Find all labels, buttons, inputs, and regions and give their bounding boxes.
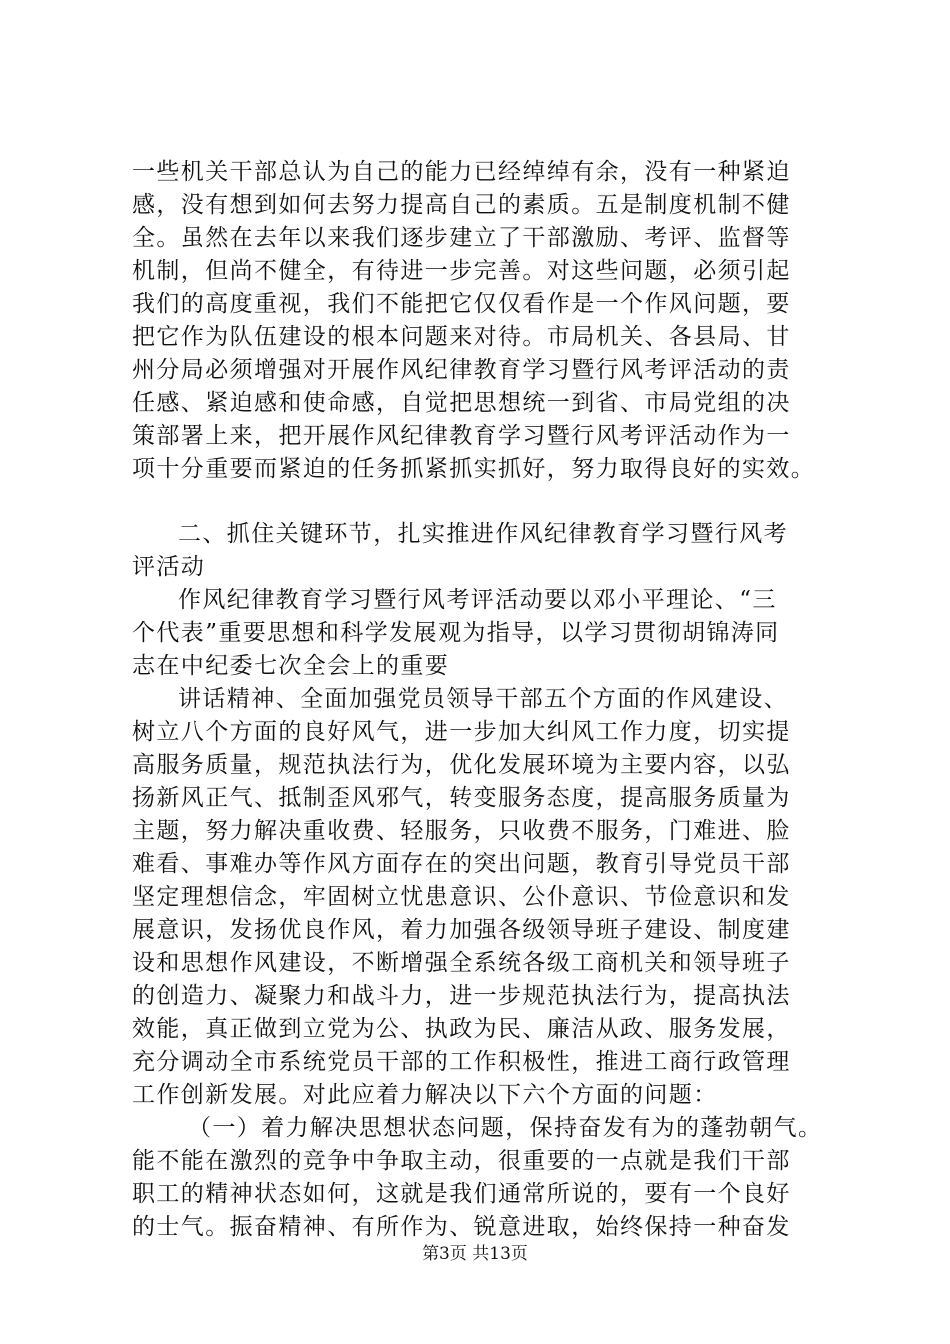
section-heading-2	[132, 518, 838, 584]
text-line: 充分调动全市系统党员干部的工作积极性，推进工商行政管理	[132, 1049, 791, 1075]
paragraph-gap	[132, 486, 838, 518]
text-line: 作风纪律教育学习暨行风考评活动要以邓小平理论、“三	[178, 587, 777, 613]
text-line: 感，没有想到如何去努力提高自己的素质。五是制度机制不健	[132, 192, 791, 218]
text-line: 难看、事难办等作风方面存在的突出问题，教育引导党员干部	[132, 851, 791, 877]
text-line: 效能，真正做到立党为公、执政为民、廉洁从政、服务发展，	[132, 1016, 791, 1042]
text-line: 坚定理想信念，牢固树立忧患意识、公仆意识、节俭意识和发	[132, 884, 791, 910]
text-line: 全。虽然在去年以来我们逐步建立了干部激励、考评、监督等	[132, 225, 791, 251]
paragraph-4	[132, 683, 838, 1112]
paragraph-5	[132, 1112, 838, 1244]
text-line: 扬新风正气、抵制歪风邪气，转变服务态度，提高服务质量为	[132, 785, 791, 811]
text-line: 州分局必须增强对开展作风纪律教育学习暨行风考评活动的责	[132, 357, 791, 383]
text-line: （一）着力解决思想状态问题，保持奋发有为的蓬勃朝气。	[188, 1115, 823, 1141]
text-line: 的创造力、凝聚力和战斗力，进一步规范执法行为，提高执法	[132, 983, 791, 1009]
text-line: 设和思想作风建设，不断增强全系统各级工商机关和领导班子	[132, 950, 791, 976]
paragraph-3	[132, 584, 838, 683]
text-line: 任感、紧迫感和使命感，自觉把思想统一到省、市局党组的决	[132, 390, 791, 416]
text-line: 主题，努力解决重收费、轻服务，只收费不服务，门难进、脸	[132, 818, 791, 844]
text-line: 树立八个方面的良好风气，进一步加大纠风工作力度，切实提	[132, 719, 791, 745]
text-line: 一些机关干部总认为自己的能力已经绰绰有余，没有一种紧迫	[132, 159, 791, 185]
page-number-footer: 第3页 共13页	[422, 1244, 528, 1264]
text-line: 个代表”重要思想和科学发展观为指导，以学习贯彻胡锦涛同	[132, 620, 780, 646]
text-line: 展意识，发扬优良作风，着力加强各级领导班子建设、制度建	[132, 917, 791, 943]
text-line: 项十分重要而紧迫的任务抓紧抓实抓好，努力取得良好的实效。	[132, 456, 816, 482]
text-line: 把它作为队伍建设的根本问题来对待。市局机关、各县局、甘	[132, 324, 791, 350]
text-line: 能不能在激烈的竞争中争取主动，很重要的一点就是我们干部	[132, 1148, 791, 1174]
document-body	[132, 156, 838, 1244]
text-line: 机制，但尚不健全，有待进一步完善。对这些问题，必须引起	[132, 258, 791, 284]
heading-line: 评活动	[132, 554, 206, 580]
text-line: 的士气。振奋精神、有所作为、锐意进取，始终保持一种奋发	[132, 1214, 791, 1240]
text-line: 职工的精神状态如何，这就是我们通常所说的，要有一个良好	[132, 1181, 791, 1207]
text-line: 工作创新发展。对此应着力解决以下六个方面的问题：	[132, 1082, 718, 1108]
text-line: 策部署上来，把开展作风纪律教育学习暨行风考评活动作为一	[132, 423, 791, 449]
heading-line: 二、抓住关键环节，扎实推进作风纪律教育学习暨行风考	[178, 521, 788, 547]
text-line: 高服务质量，规范执法行为，优化发展环境为主要内容，以弘	[132, 752, 791, 778]
paragraph-1	[132, 156, 838, 486]
text-line: 讲话精神、全面加强党员领导干部五个方面的作风建设、	[178, 686, 788, 712]
text-line: 我们的高度重视，我们不能把它仅仅看作是一个作风问题，要	[132, 291, 791, 317]
text-line: 志在中纪委七次全会上的重要	[132, 653, 450, 679]
